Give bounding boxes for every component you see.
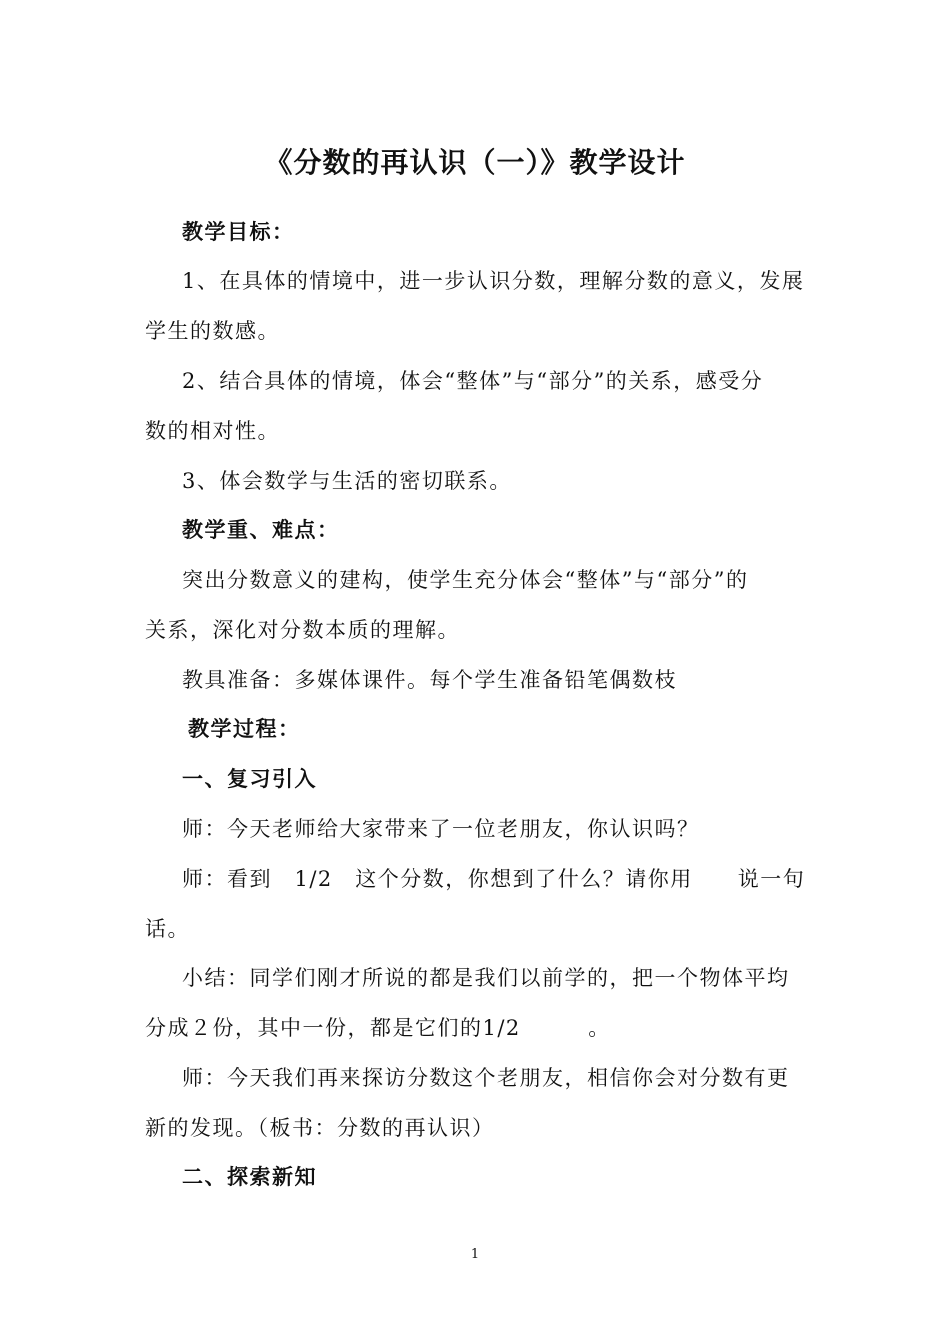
document-title: 《分数的再认识（一）》教学设计 — [264, 146, 686, 179]
summary-line-2: 分成２份，其中一份，都是它们的1/2 。 — [145, 1016, 611, 1040]
materials-paragraph: 教具准备：多媒体课件。每个学生准备铅笔偶数枝 — [182, 668, 677, 692]
objective-1-line1: 1、在具体的情境中，进一步认识分数，理解分数的意义，发展 — [182, 269, 805, 293]
process-heading: 教学过程： — [188, 716, 301, 741]
key-points-line2: 关系，深化对分数本质的理解。 — [145, 618, 460, 642]
summary-line-1: 小结：同学们刚才所说的都是我们以前学的，把一个物体平均 — [182, 966, 790, 990]
objective-2-line2: 数的相对性。 — [145, 419, 280, 443]
section-1-heading: 一、复习引入 — [182, 766, 317, 791]
section-2-heading: 二、探索新知 — [182, 1164, 317, 1189]
objective-1-line2: 学生的数感。 — [145, 319, 280, 343]
page-number: 1 — [470, 1247, 480, 1262]
objective-2-line1: 2、结合具体的情境，体会“整体”与“部分”的关系，感受分 — [182, 369, 764, 393]
objective-3: 3、体会数学与生活的密切联系。 — [182, 469, 512, 493]
teacher-line-2: 师：看到 1/2 这个分数，你想到了什么？请你用 说一句 — [182, 867, 806, 891]
teacher-line-1: 师：今天老师给大家带来了一位老朋友，你认识吗？ — [182, 817, 700, 841]
teacher-line-2-cont: 话。 — [145, 917, 190, 941]
objectives-heading: 教学目标： — [182, 219, 295, 244]
teacher-line-3-cont: 新的发现。（板书：分数的再认识） — [145, 1116, 495, 1140]
key-points-line1: 突出分数意义的建构，使学生充分体会“整体”与“部分”的 — [182, 568, 749, 592]
key-points-heading: 教学重、难点： — [182, 517, 340, 542]
teacher-line-3: 师：今天我们再来探访分数这个老朋友，相信你会对分数有更 — [182, 1066, 790, 1090]
